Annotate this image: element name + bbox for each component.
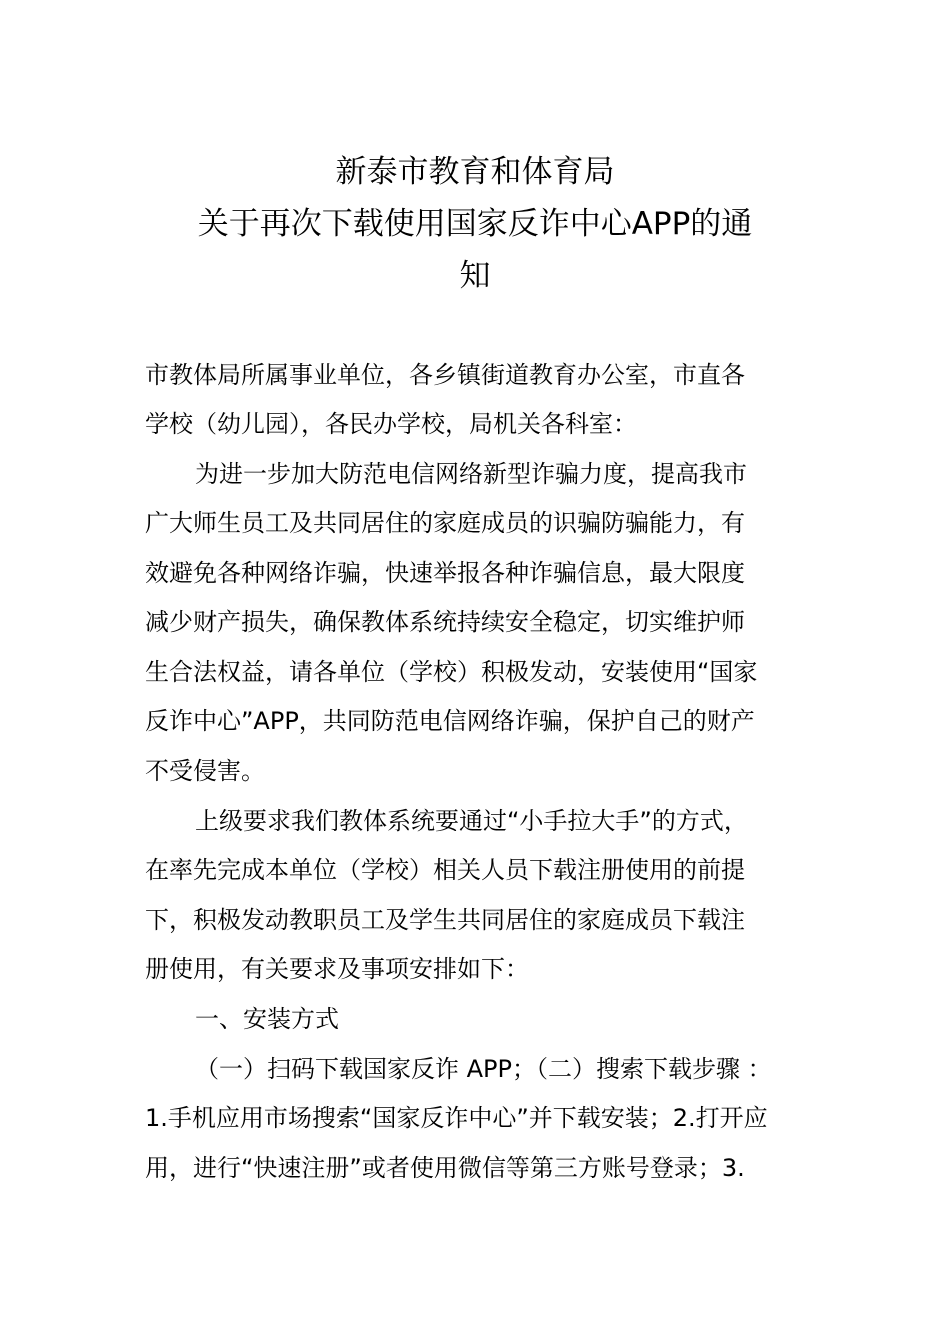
body-line: 不受侵害。 [145, 757, 265, 785]
body-line: 效避免各种网络诈骗，快速举报各种诈骗信息，最大限度 [145, 559, 745, 587]
body-line: 用，进行“快速注册”或者使用微信等第三方账号登录；3. [145, 1154, 745, 1182]
body-line: 上级要求我们教体系统要通过“小手拉大手”的方式， [195, 807, 748, 835]
body-line: 广大师生员工及共同居住的家庭成员的识骗防骗能力，有 [145, 509, 745, 537]
body-line: 为进一步加大防范电信网络新型诈骗力度，提高我市 [195, 460, 747, 488]
body-line: （一）扫码下载国家反诈 APP；（二）搜索下载步骤 ： [195, 1055, 772, 1083]
body-line: 册使用，有关要求及事项安排如下： [145, 955, 529, 983]
body-line: 生合法权益，请各单位（学校）积极发动，安装使用“国家 [145, 658, 758, 686]
title-line-1: 新泰市教育和体育局 [335, 154, 615, 190]
body-line: 1.手机应用市场搜索“国家反诈中心”并下载安装；2.打开应 [145, 1104, 768, 1132]
title-line-3: 知 [459, 258, 491, 294]
body-line: 市教体局所属事业单位，各乡镇街道教育办公室，市直各 [145, 361, 745, 389]
body-line: 反诈中心”APP，共同防范电信网络诈骗，保护自己的财产 [145, 707, 755, 735]
section-heading: 一、安装方式 [195, 1005, 339, 1033]
body-line: 下，积极发动教职员工及学生共同居住的家庭成员下载注 [145, 906, 745, 934]
body-line: 在率先完成本单位（学校）相关人员下载注册使用的前提 [145, 856, 745, 884]
body-line: 减少财产损失，确保教体系统持续安全稳定，切实维护师 [145, 608, 745, 636]
body-line: 学校（幼儿园），各民办学校，局机关各科室： [145, 410, 637, 438]
title-line-2: 关于再次下载使用国家反诈中心APP的通 [197, 206, 753, 242]
